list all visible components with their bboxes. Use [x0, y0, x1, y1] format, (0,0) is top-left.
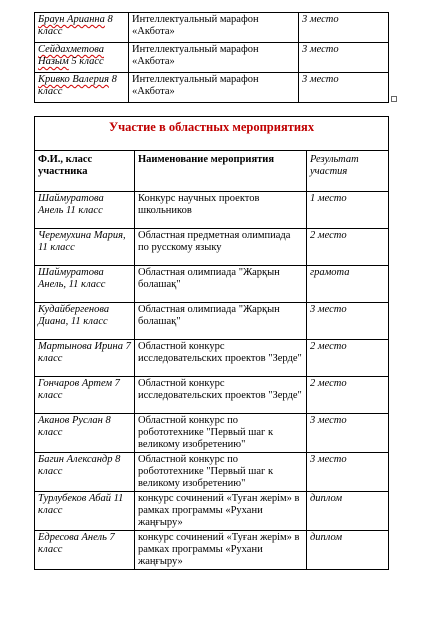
event-cell: Областная предметная олимпиада по русскому языку: [135, 229, 307, 266]
event-cell: конкурс сочинений «Туған жерім» в рамках программы «Рухани жаңғыру»: [135, 531, 307, 570]
table-row: [35, 492, 389, 531]
result-cell: 3 место: [307, 414, 389, 453]
event-cell: Областная олимпиада "Жарқын болашақ": [135, 303, 307, 340]
table-row: [35, 531, 389, 570]
result-cell: 2 место: [307, 340, 389, 377]
section-title: Участие в областных мероприятиях: [35, 117, 389, 151]
regional-table-body: [35, 192, 389, 570]
event-cell: Областной конкурс исследовательских проектов "Зерде": [135, 340, 307, 377]
top-table-row: [35, 73, 389, 103]
event-cell: Областной конкурс по робототехнике "Первый шаг к великому изобретению": [135, 414, 307, 453]
result-cell: 3 место: [307, 303, 389, 340]
table-row: [35, 229, 389, 266]
participant-cell: Аканов Руслан 8 класс: [35, 414, 135, 453]
result-cell: 3 место: [299, 43, 389, 73]
event-cell: Интеллектуальный марафон «Акбота»: [129, 13, 299, 43]
participant-grade: 5 класс: [71, 56, 104, 67]
table-row: [35, 453, 389, 492]
table-row: [35, 377, 389, 414]
participant-cell: Мартынова Ирина 7 класс: [35, 340, 135, 377]
event-cell: Областной конкурс исследовательских проектов "Зерде": [135, 377, 307, 414]
participant-name: Сейдахметова Назым: [38, 44, 104, 67]
table-row: [35, 192, 389, 229]
table-resize-handle[interactable]: [391, 96, 397, 102]
result-cell: 3 место: [299, 13, 389, 43]
result-cell: диплом: [307, 531, 389, 570]
participant-cell: Гончаров Артем 7 класс: [35, 377, 135, 414]
regional-events-table: [34, 116, 389, 570]
section-title-row: [35, 117, 389, 151]
header-result: Результат участия: [307, 151, 389, 192]
participant-cell: [35, 73, 129, 103]
participant-grade: 8 класс: [38, 74, 117, 97]
participant-cell: [35, 13, 129, 43]
participant-name: Кривко Валерия: [38, 74, 109, 85]
participant-name: Браун Арианна: [38, 14, 105, 25]
participant-cell: Шаймуратова Анель 11 класс: [35, 192, 135, 229]
event-cell: Конкурс научных проектов школьников: [135, 192, 307, 229]
participant-cell: Черемухина Мария, 11 класс: [35, 229, 135, 266]
participant-cell: Едресова Анель 7 класс: [35, 531, 135, 570]
result-cell: 3 место: [299, 73, 389, 103]
result-cell: 1 место: [307, 192, 389, 229]
table-row: [35, 266, 389, 303]
event-cell: Интеллектуальный марафон «Акбота»: [129, 43, 299, 73]
table-row: [35, 340, 389, 377]
header-row: [35, 151, 389, 192]
result-cell: диплом: [307, 492, 389, 531]
participant-cell: Турлубеков Абай 11 класс: [35, 492, 135, 531]
header-participant: Ф.И., класс участника: [35, 151, 135, 192]
event-cell: Интеллектуальный марафон «Акбота»: [129, 73, 299, 103]
participant-grade: 8 класс: [38, 14, 113, 37]
result-cell: 3 место: [307, 453, 389, 492]
table-row: [35, 414, 389, 453]
event-cell: конкурс сочинений «Туған жерім» в рамках программы «Рухани жаңғыру»: [135, 492, 307, 531]
participant-cell: Багин Александр 8 класс: [35, 453, 135, 492]
result-cell: 2 место: [307, 377, 389, 414]
top-table-row: [35, 43, 389, 73]
top-table-row: [35, 13, 389, 43]
top-results-table: [34, 12, 389, 103]
table-row: [35, 303, 389, 340]
header-event: Наименование мероприятия: [135, 151, 307, 192]
result-cell: грамота: [307, 266, 389, 303]
participant-cell: Шаймуратова Анель, 11 класс: [35, 266, 135, 303]
event-cell: Областная олимпиада "Жарқын болашақ": [135, 266, 307, 303]
event-cell: Областной конкурс по робототехнике "Первый шаг к великому изобретению": [135, 453, 307, 492]
participant-cell: Кудайбергенова Диана, 11 класс: [35, 303, 135, 340]
top-table-body: [35, 13, 389, 103]
result-cell: 2 место: [307, 229, 389, 266]
participant-cell: [35, 43, 129, 73]
